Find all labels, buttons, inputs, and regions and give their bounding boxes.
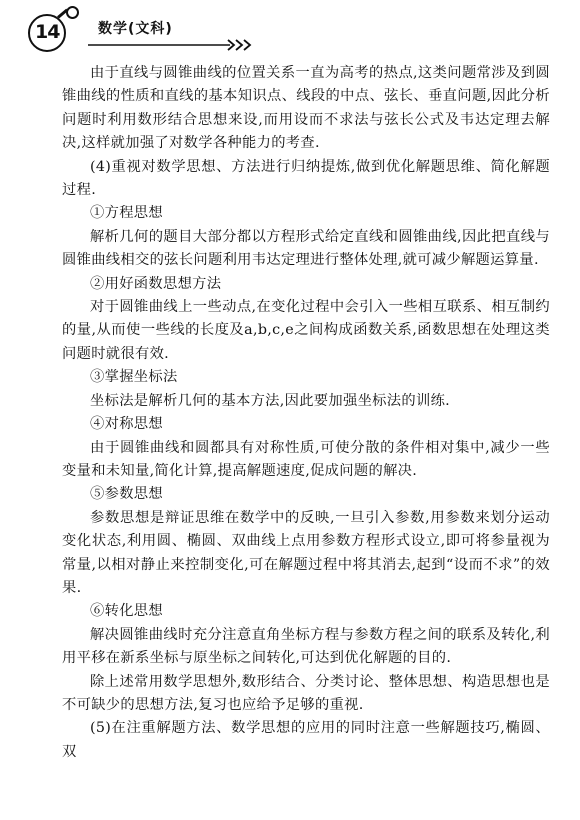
paragraph: ⑤参数思想 (90, 486, 163, 503)
paragraph: (4)重视对数学思想、方法进行归纳提炼,做到优化解题思维、简化解题过程. (62, 158, 550, 199)
body-text (62, 62, 550, 764)
arrow-decoration-icon (88, 38, 268, 52)
subject-title: 数学(文科) (98, 21, 173, 37)
paragraph: 对于圆锥曲线上一些动点,在变化过程中会引入一些相互联系、相互制约的量,从而使一些线的长度及a,b,c,e之间构成函数关系,函数思想在处理这类问题时就很有效. (62, 299, 550, 362)
paragraph: ⑥转化思想 (90, 603, 163, 620)
page-number-badge (28, 14, 66, 52)
paragraph: (5)在注重解题方法、数学思想的应用的同时注意一些解题技巧,椭圆、双 (62, 720, 550, 760)
magnifier-icon (66, 6, 79, 19)
paragraph: ②用好函数思想方法 (90, 275, 222, 292)
page-number: 14 (35, 21, 60, 43)
paragraph: 由于直线与圆锥曲线的位置关系一直为高考的热点,这类问题常涉及到圆锥曲线的性质和直线的基本知识点、线段的中点、弦长、垂直问题,因此分析问题时利用数形结合思想来设,而用设而不求法与弦长公式及韦达定理去解决,这样就加强了对数学各种能力的考查. (62, 65, 550, 152)
paragraph: 由于圆锥曲线和圆都具有对称性质,可使分散的条件相对集中,减少一些变量和未知量,简化计算,提高解题速度,促成问题的解决. (62, 439, 550, 479)
paragraph: ④对称思想 (90, 416, 163, 433)
paragraph: ①方程思想 (90, 205, 163, 222)
paragraph: 解决圆锥曲线时充分注意直角坐标方程与参数方程之间的联系及转化,利用平移在新系坐标与原坐标之间转化,可达到优化解题的目的. (62, 626, 550, 667)
paragraph: 解析几何的题目大部分都以方程形式给定直线和圆锥曲线,因此把直线与圆锥曲线相交的弦长问题利用韦达定理进行整体处理,就可减少解题运算量. (62, 228, 550, 269)
paragraph: 参数思想是辩证思维在数学中的反映,一旦引入参数,用参数来划分运动变化状态,利用圆、椭圆、双曲线上点用参数方程形式设立,即可将参量视为常量,以相对静止来控制变化,可在解题过程中将其消去,起到“设而不求”的效果. (62, 509, 550, 596)
page-header (28, 12, 268, 52)
paragraph: 除上述常用数学思想外,数形结合、分类讨论、整体思想、构造思想也是不可缺少的思想方法,复习也应给予足够的重视. (62, 673, 550, 713)
paragraph: 坐标法是解析几何的基本方法,因此要加强坐标法的训练. (90, 392, 451, 409)
paragraph: ③掌握坐标法 (90, 369, 178, 386)
